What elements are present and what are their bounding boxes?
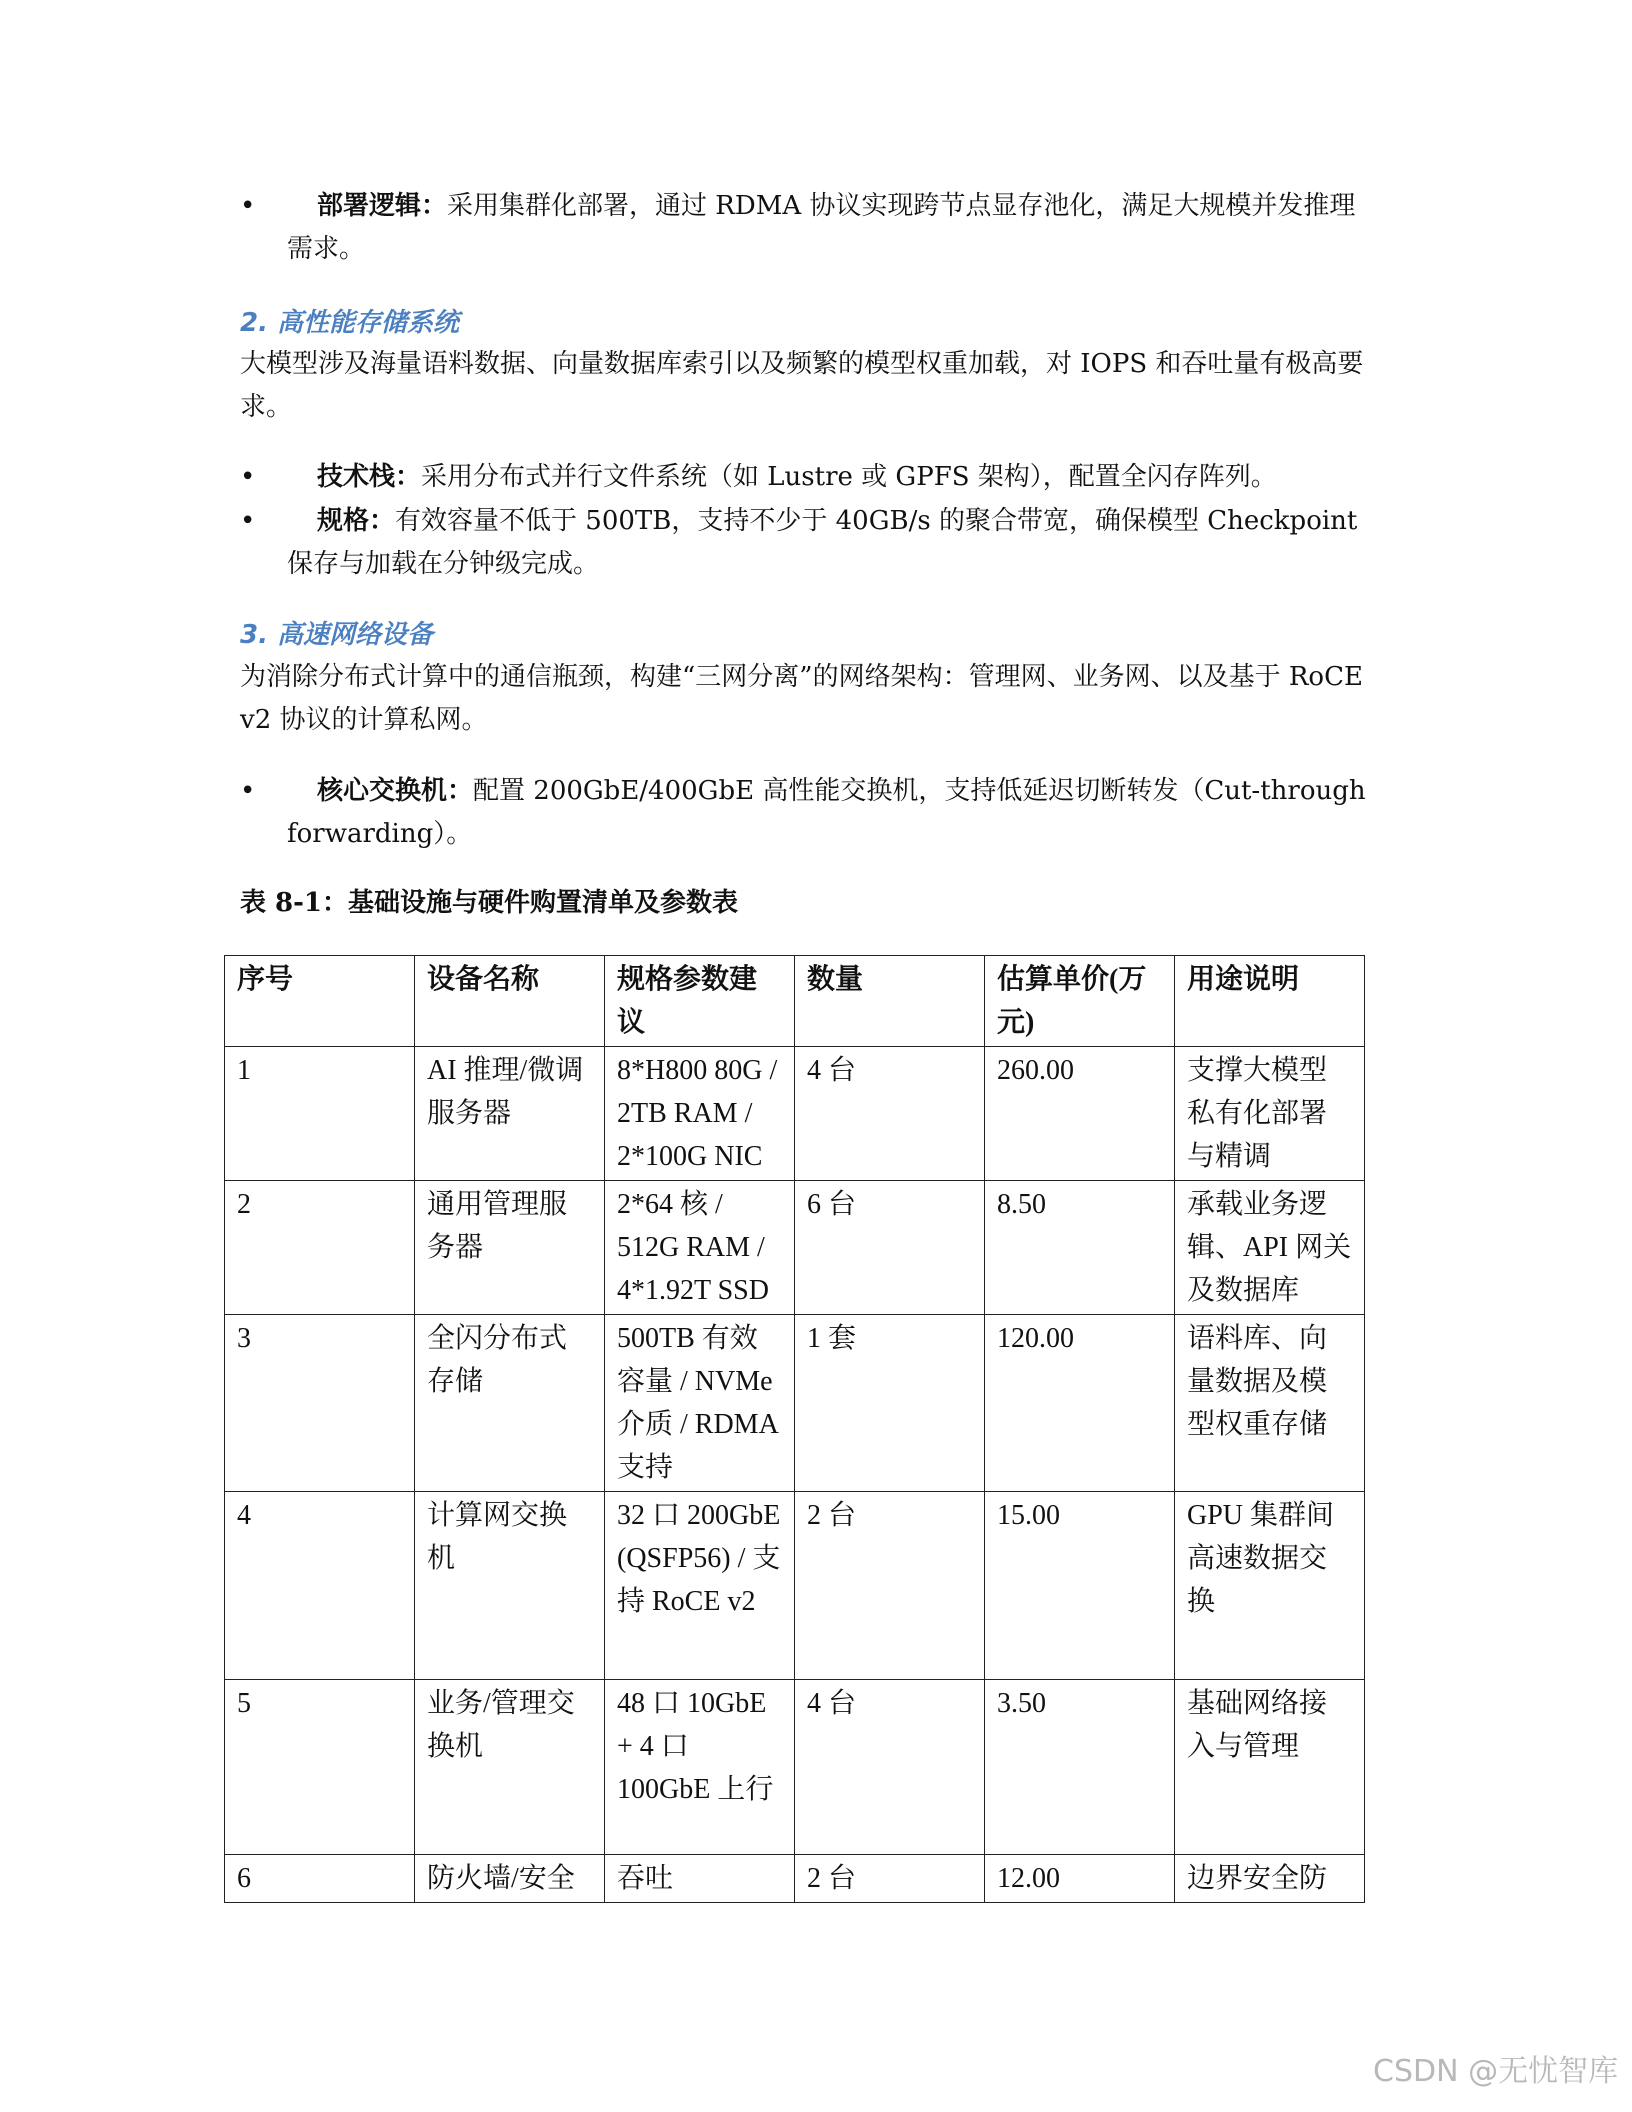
table-cell: 边界安全防 (1175, 1855, 1365, 1903)
table-cell: 5 (225, 1680, 415, 1855)
table-cell: 4 台 (795, 1047, 985, 1181)
table-cell: 120.00 (985, 1315, 1175, 1492)
table-cell: 8.50 (985, 1181, 1175, 1315)
table-cell: 1 (225, 1047, 415, 1181)
bullet-label: 部署逻辑： (317, 191, 448, 221)
table-cell: 32 口 200GbE (QSFP56) / 支持 RoCE v2 (605, 1492, 795, 1680)
bullet-label: 核心交换机： (317, 776, 474, 806)
header-cell: 数量 (795, 956, 985, 1047)
bullet-deploy-logic: • 部署逻辑：采用集群化部署，通过 RDMA 协议实现跨节点显存池化，满足大规模并发推理需求。 (240, 191, 1356, 264)
table-row (225, 1492, 1365, 1680)
bullet-label: 规格： (317, 506, 396, 536)
table-cell: 48 口 10GbE + 4 口 100GbE 上行 (605, 1680, 795, 1855)
table-cell: GPU 集群间高速数据交换 (1175, 1492, 1365, 1680)
table-cell: 4 台 (795, 1680, 985, 1855)
table-row (225, 1315, 1365, 1492)
table-cell: 2 台 (795, 1855, 985, 1903)
table-cell: 3.50 (985, 1680, 1175, 1855)
bullet-text: 采用集群化部署，通过 RDMA 协议实现跨节点显存池化，满足大规模并发推理需求。 (287, 191, 1356, 264)
table-row (225, 1047, 1365, 1181)
table-header-row (225, 956, 1365, 1047)
section-intro-network: 为消除分布式计算中的通信瓶颈，构建“三网分离”的网络架构：管理网、业务网、以及基于 RoCE v2 协议的计算私网。 (240, 662, 1363, 735)
table-cell: 2*64 核 / 512G RAM / 4*1.92T SSD (605, 1181, 795, 1315)
table-cell: 3 (225, 1315, 415, 1492)
header-cell: 用途说明 (1175, 956, 1365, 1047)
table-cell: 防火墙/安全 (415, 1855, 605, 1903)
table-cell: 业务/管理交换机 (415, 1680, 605, 1855)
watermark: CSDN @无忧智库 (1373, 2054, 1619, 2089)
table-cell: 4 (225, 1492, 415, 1680)
section-heading-storage: 2. 高性能存储系统 (240, 308, 460, 338)
table-cell: 12.00 (985, 1855, 1175, 1903)
table-cell: 15.00 (985, 1492, 1175, 1680)
table-cell: 全闪分布式存储 (415, 1315, 605, 1492)
table-cell: 承载业务逻辑、API 网关及数据库 (1175, 1181, 1365, 1315)
table-cell: 260.00 (985, 1047, 1175, 1181)
header-cell: 估算单价(万元) (985, 956, 1175, 1047)
table-cell: AI 推理/微调服务器 (415, 1047, 605, 1181)
header-cell: 规格参数建议 (605, 956, 795, 1047)
table-cell: 1 套 (795, 1315, 985, 1492)
table-cell: 8*H800 80G / 2TB RAM / 2*100G NIC (605, 1047, 795, 1181)
table-cell: 6 (225, 1855, 415, 1903)
bullet-label: 技术栈： (317, 462, 422, 492)
table-caption: 表 8-1：基础设施与硬件购置清单及参数表 (240, 888, 739, 918)
header-cell: 序号 (225, 956, 415, 1047)
hardware-table (224, 955, 1365, 1903)
bullet-text: 配置 200GbE/400GbE 高性能交换机，支持低延迟切断转发（Cut-through forwarding）。 (287, 776, 1366, 849)
table-cell: 计算网交换机 (415, 1492, 605, 1680)
table-cell: 支撑大模型私有化部署与精调 (1175, 1047, 1365, 1181)
bullet-spec: • 规格：有效容量不低于 500TB，支持不少于 40GB/s 的聚合带宽，确保模型 Checkpoint 保存与加载在分钟级完成。 (240, 506, 1358, 579)
section-heading-network: 3. 高速网络设备 (240, 620, 434, 650)
table-cell: 吞吐 (605, 1855, 795, 1903)
table-row (225, 1680, 1365, 1855)
table-cell: 语料库、向量数据及模型权重存储 (1175, 1315, 1365, 1492)
table-row (225, 1181, 1365, 1315)
table-cell: 500TB 有效容量 / NVMe 介质 / RDMA 支持 (605, 1315, 795, 1492)
table-row (225, 1855, 1365, 1903)
bullet-core-switch: • 核心交换机：配置 200GbE/400GbE 高性能交换机，支持低延迟切断转发（Cut-through forwarding）。 (240, 776, 1366, 849)
bullet-text: 有效容量不低于 500TB，支持不少于 40GB/s 的聚合带宽，确保模型 Checkpoint 保存与加载在分钟级完成。 (287, 506, 1358, 579)
table-cell: 6 台 (795, 1181, 985, 1315)
bullet-text: 采用分布式并行文件系统（如 Lustre 或 GPFS 架构），配置全闪存阵列。 (421, 462, 1277, 492)
section-intro-storage: 大模型涉及海量语料数据、向量数据库索引以及频繁的模型权重加载，对 IOPS 和吞吐量有极高要求。 (240, 349, 1364, 422)
table-cell: 2 (225, 1181, 415, 1315)
table-cell: 通用管理服务器 (415, 1181, 605, 1315)
header-cell: 设备名称 (415, 956, 605, 1047)
bullet-tech-stack: • 技术栈：采用分布式并行文件系统（如 Lustre 或 GPFS 架构），配置全闪存阵列。 (240, 462, 1277, 492)
table-cell: 基础网络接入与管理 (1175, 1680, 1365, 1855)
table-cell: 2 台 (795, 1492, 985, 1680)
